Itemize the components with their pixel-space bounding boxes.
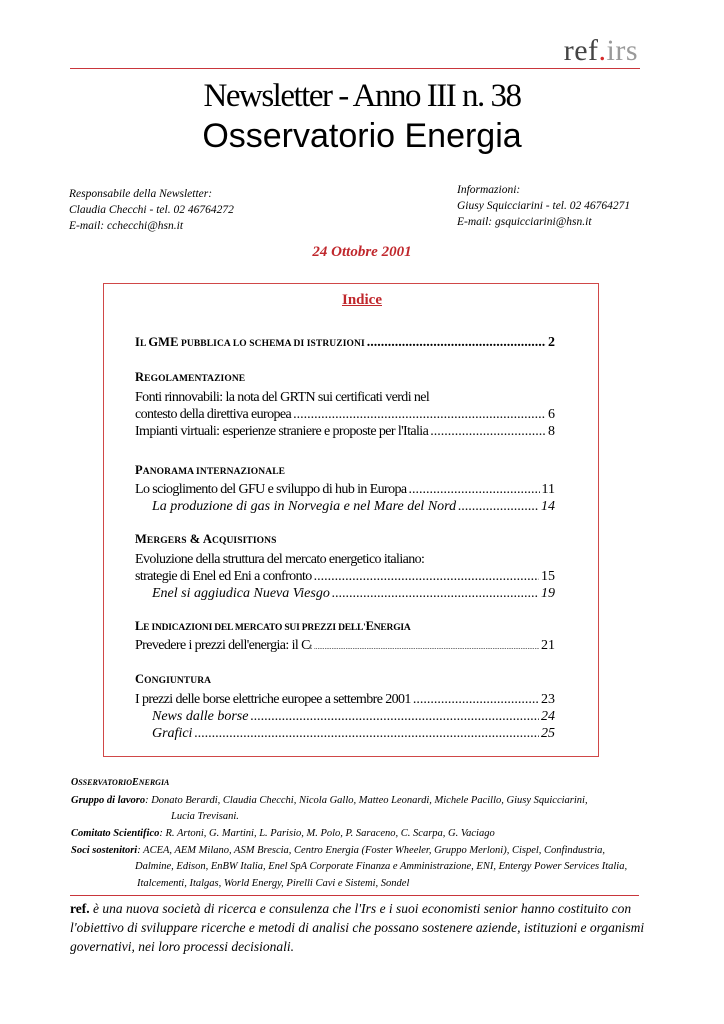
toc-section-regolamentazione xyxy=(135,369,555,386)
toc-entry-grafici[interactable]: Grafici ..... 25 xyxy=(135,725,555,742)
footer-soci-cont2: Italcementi, Italgas, World Energy, Pirelli Cavi e Sistemi, Sondel xyxy=(137,878,410,889)
footer-rule xyxy=(70,895,639,896)
issue-date: 24 Ottobre 2001 xyxy=(312,244,412,260)
toc-entry-nueva-viesgo[interactable]: Enel si aggiudica Nueva Viesgo ..... 19 xyxy=(135,585,555,602)
toc-entry-prezzi-borse[interactable]: I prezzi delle borse elettriche europee a settembre 2001 ..... 23 xyxy=(135,691,555,708)
contact-right-email[interactable]: E-mail: gsquicciarini@hsn.it xyxy=(457,216,592,228)
footer-comitato: Comitato Scientifico: R. Artoni, G. Martini, L. Parisio, M. Polo, P. Saraceno, C. Scarpa, G. Vaciago xyxy=(71,828,495,839)
footer-gruppo-lavoro: Gruppo di lavoro: Donato Berardi, Claudia Checchi, Nicola Gallo, Matteo Leonardi, Michele Pacillo, Giusy Squicciarini, xyxy=(71,795,588,806)
footer-soci-cont1: Dalmine, Edison, EnBW Italia, Enel SpA Corporate Finanza e Amministrazione, ENI, Entergy Power Services Italia, xyxy=(135,861,628,872)
toc-entry-gfu[interactable]: Lo scioglimento del GFU e sviluppo di hub in Europa ..... 11 xyxy=(135,481,555,498)
toc-entry-evoluzione[interactable]: Evoluzione della struttura del mercato energetico italiano: strategie di Enel ed Eni a confronto ..... 15 xyxy=(135,551,555,585)
toc-entry-gme[interactable]: IL GME PUBBLICA LO SCHEMA DI ISTRUZIONI ..... 2 xyxy=(135,334,555,351)
toc-section-mergers: MERGERS & ACQUISITIONS xyxy=(135,532,277,546)
newsletter-title: Newsletter - Anno III n. 38 xyxy=(203,78,521,114)
ref-irs-logo: ref.irs xyxy=(563,34,638,67)
toc-entry-fonti-rinnovabili[interactable]: Fonti rinnovabili: la nota del GRTN sui certificati verdi nel contesto della direttiva europea ..... 6 xyxy=(135,389,555,423)
toc-section-indicazioni: LE INDICAZIONI DEL MERCATO SUI PREZZI DELL'ENERGIA xyxy=(135,619,411,633)
toc-entry-news-borse[interactable]: News dalle borse ..... 24 xyxy=(135,708,555,725)
toc-section-congiuntura: CONGIUNTURA xyxy=(135,672,212,686)
contact-left: Responsabile della Newsletter: Claudia Checchi - tel. 02 46764272 E-mail: cchecchi@hsn.it xyxy=(69,188,234,232)
about-ref-paragraph: ref. è una nuova società di ricerca e consulenza che l'Irs e i suoi economisti senior hanno costituito con l'obiettivo di sviluppare ricerche e metodi di analisi che possano sostenere aziende, istituzioni e organismi governativi, nei loro processi decisionali. xyxy=(70,901,645,954)
footer-brand: OSSERVATORIOENERGIA xyxy=(71,777,170,788)
section-heading: REGOLAMENTAZIONE xyxy=(135,370,246,384)
toc-entry-impianti-virtuali[interactable]: Impianti virtuali: esperienze straniere e proposte per l'Italia ..... 8 xyxy=(135,423,555,440)
contact-right: Informazioni: Giusy Squicciarini - tel. 02 46764271 E-mail: gsquicciarini@hsn.it xyxy=(457,184,631,228)
newsletter-subtitle: Osservatorio Energia xyxy=(202,117,522,155)
toc-entry-gas-norvegia[interactable]: La produzione di gas in Norvegia e nel Mare del Nord ..... 14 xyxy=(135,498,555,515)
header-rule xyxy=(70,68,640,69)
index-title: Indice xyxy=(341,292,382,308)
toc-entry-prevedere-prezzi[interactable]: Prevedere i prezzi dell'energia: il C t ..... 21 xyxy=(135,637,555,654)
footer-gruppo-lavoro-cont: Lucia Trevisani. xyxy=(171,811,239,822)
contact-left-email[interactable]: E-mail: cchecchi@hsn.it xyxy=(69,220,184,232)
footer-soci: Soci sostenitori: ACEA, AEM Milano, ASM Brescia, Centro Energia (Foster Wheeler, Gruppo Merloni), Cispel, Confindustria, xyxy=(71,845,606,856)
toc-section-panorama: PANORAMA INTERNAZIONALE xyxy=(135,463,286,477)
